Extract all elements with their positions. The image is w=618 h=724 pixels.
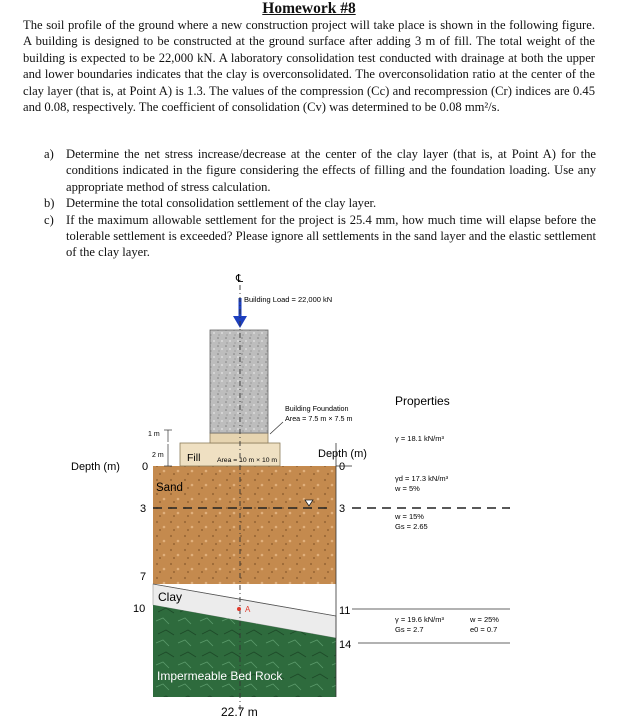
props-sand1-b: w = 5%	[395, 484, 420, 493]
foundation-label-line1: Building Foundation	[285, 404, 349, 413]
question-label: c)	[44, 212, 54, 227]
point-a-label: A	[245, 605, 251, 614]
building	[210, 330, 268, 433]
centerline-symbol: ℄	[236, 273, 244, 285]
page-title: Homework #8	[262, 0, 356, 17]
width-label: 22.7 m	[221, 705, 258, 719]
clay-label: Clay	[158, 590, 183, 604]
rock-label: Impermeable Bed Rock	[157, 669, 283, 683]
dim-1m-label: 1 m	[148, 431, 160, 438]
props-clay-d: e0 = 0.7	[470, 625, 498, 634]
props-sand2-a: w = 15%	[395, 512, 424, 521]
building-foundation	[210, 433, 268, 443]
point-a-marker	[237, 607, 241, 611]
fill-area-label: Area = 10 m × 10 m	[217, 457, 278, 464]
props-clay-c: w = 25%	[470, 615, 499, 624]
building-load-label: Building Load = 22,000 kN	[244, 295, 333, 304]
question-text: Determine the net stress increase/decrease at the center of the clay layer (that is, at Point A) for the conditions indicated in the figure considering the effects of filling and the foundation loading. Use any appropriate method of stress calculation.	[66, 147, 596, 194]
depth-right-label: Depth (m)	[318, 448, 367, 460]
props-fill: γ = 18.1 kN/m³	[395, 434, 444, 443]
question-text: Determine the total consolidation settlement of the clay layer.	[66, 196, 377, 211]
props-sand1-a: γd = 17.3 kN/m³	[395, 474, 449, 483]
question-text: If the maximum allowable settlement for the project is 25.4 mm, how much time will elapse before the tolerable settlement is exceeded? Please ignore all settlements in the sand layer and the elastic settlement of the clay layer.	[66, 212, 596, 260]
foundation-label-line2: Area = 7.5 m × 7.5 m	[285, 414, 353, 423]
question-label: a)	[44, 147, 54, 161]
dim-2m-label: 2 m	[152, 452, 164, 459]
sand-label: Sand	[156, 482, 183, 494]
problem-statement: The soil profile of the ground where a new construction project will take place is shown in the following figure. A building is designed to be constructed at the ground surface after adding 3 m of fill. The total weight of the building is expected to be 22,000 kN. A laboratory consolidation test conducted with drainage at both the upper and lower boundaries indicates that the clay is overconsolidated. The overconsolidation ratio at the center of the clay layer (that is, at Point A) is 1.3. The values of the compression (Cc) and recompression (Cr) indices are 0.45 and 0.08, respectively. The coefficient of consolidation (Cv) was determined to be 0.08 mm²/s.	[23, 18, 595, 115]
right-tick-14: 14	[339, 639, 352, 651]
depth-left-label: Depth (m)	[71, 461, 120, 473]
right-tick-3: 3	[339, 503, 346, 515]
props-sand2-b: Gs = 2.65	[395, 522, 428, 531]
left-tick-7: 7	[140, 571, 147, 583]
right-tick-11: 11	[339, 605, 351, 617]
left-tick-0: 0	[142, 461, 149, 473]
left-tick-10: 10	[133, 603, 146, 615]
right-tick-0: 0	[339, 461, 346, 473]
props-clay-a: γ = 19.6 kN/m³	[395, 615, 444, 624]
left-tick-3: 3	[140, 503, 147, 515]
properties-title: Properties	[395, 394, 450, 408]
fill-label: Fill	[187, 452, 201, 464]
props-clay-b: Gs = 2.7	[395, 625, 424, 634]
question-label: b)	[44, 196, 55, 211]
